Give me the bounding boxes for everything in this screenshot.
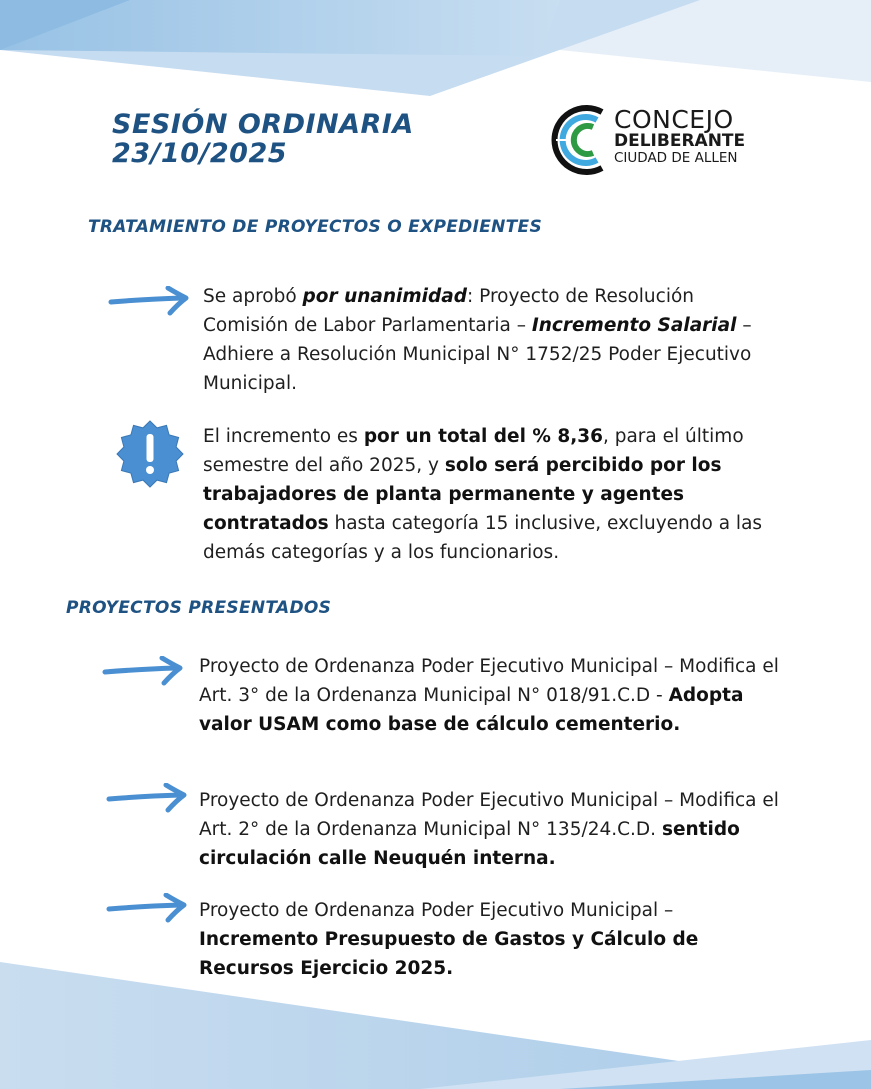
text-segment: Incremento Salarial bbox=[531, 315, 737, 336]
item-proyecto-usam-cementerio bbox=[199, 652, 799, 739]
text-segment: Proyecto de Ordenanza Poder Ejecutivo Municipal – Modifica el Art. 2° de la Ordenanza Municipal N° 135/24.C.D. bbox=[199, 790, 779, 840]
logo-line-1: CONCEJO bbox=[614, 105, 734, 134]
text-segment: Proyecto de Ordenanza Poder Ejecutivo Municipal – bbox=[199, 900, 674, 921]
concejo-logo-mark-icon bbox=[550, 100, 614, 180]
section-heading-proyectos-presentados: PROYECTOS PRESENTADOS bbox=[66, 598, 332, 618]
arrow-right-icon bbox=[102, 656, 184, 686]
page-title bbox=[112, 110, 414, 168]
logo-line-2: DELIBERANTE bbox=[614, 131, 746, 151]
text-segment: El incremento es bbox=[203, 426, 364, 447]
text-segment: Se aprobó bbox=[203, 286, 303, 307]
exclamation-badge-icon bbox=[115, 420, 185, 488]
text-segment: por unanimidad bbox=[302, 286, 467, 307]
text-segment: hasta categoría 15 inclusive, excluyendo a las demás categorías y a los funcionarios. bbox=[203, 513, 763, 563]
title-line-2: 23/10/2025 bbox=[112, 138, 288, 169]
text-segment: : Proyecto de Resolución Comisión de Labor Parlamentaria – bbox=[203, 286, 695, 336]
section-heading-tratamiento: TRATAMIENTO DE PROYECTOS O EXPEDIENTES bbox=[88, 217, 543, 237]
text-segment: Proyecto de Ordenanza Poder Ejecutivo Municipal – Modifica el Art. 3° de la Ordenanza Municipal N° 018/91.C.D - bbox=[199, 656, 779, 706]
text-segment: sentido circulación calle Neuquén interna. bbox=[199, 819, 740, 869]
text-segment: Adopta valor USAM como base de cálculo cementerio. bbox=[199, 685, 744, 735]
title-line-1: SESIÓN ORDINARIA bbox=[112, 109, 414, 140]
arrow-right-icon bbox=[106, 893, 188, 923]
arrow-right-icon bbox=[108, 286, 190, 316]
concejo-logo bbox=[550, 100, 770, 180]
item-aprobado-incremento-salarial bbox=[203, 282, 773, 398]
item-proyecto-calle-neuquen bbox=[199, 786, 799, 873]
logo-text bbox=[614, 105, 746, 166]
item-proyecto-presupuesto-2025 bbox=[199, 896, 759, 983]
text-segment: – Adhiere a Resolución Municipal N° 1752/25 Poder Ejecutivo Municipal. bbox=[203, 315, 752, 394]
text-segment: solo será percibido por los trabajadores de planta permanente y agentes contratados bbox=[203, 455, 722, 534]
text-segment: Incremento Presupuesto de Gastos y Cálculo de Recursos Ejercicio 2025. bbox=[199, 929, 699, 979]
arrow-right-icon bbox=[106, 783, 188, 813]
item-detalle-incremento bbox=[203, 422, 793, 567]
text-segment: , para el último semestre del año 2025, y bbox=[203, 426, 744, 476]
text-segment: por un total del % 8,36 bbox=[363, 426, 603, 447]
logo-line-3: CIUDAD DE ALLEN bbox=[614, 150, 738, 166]
